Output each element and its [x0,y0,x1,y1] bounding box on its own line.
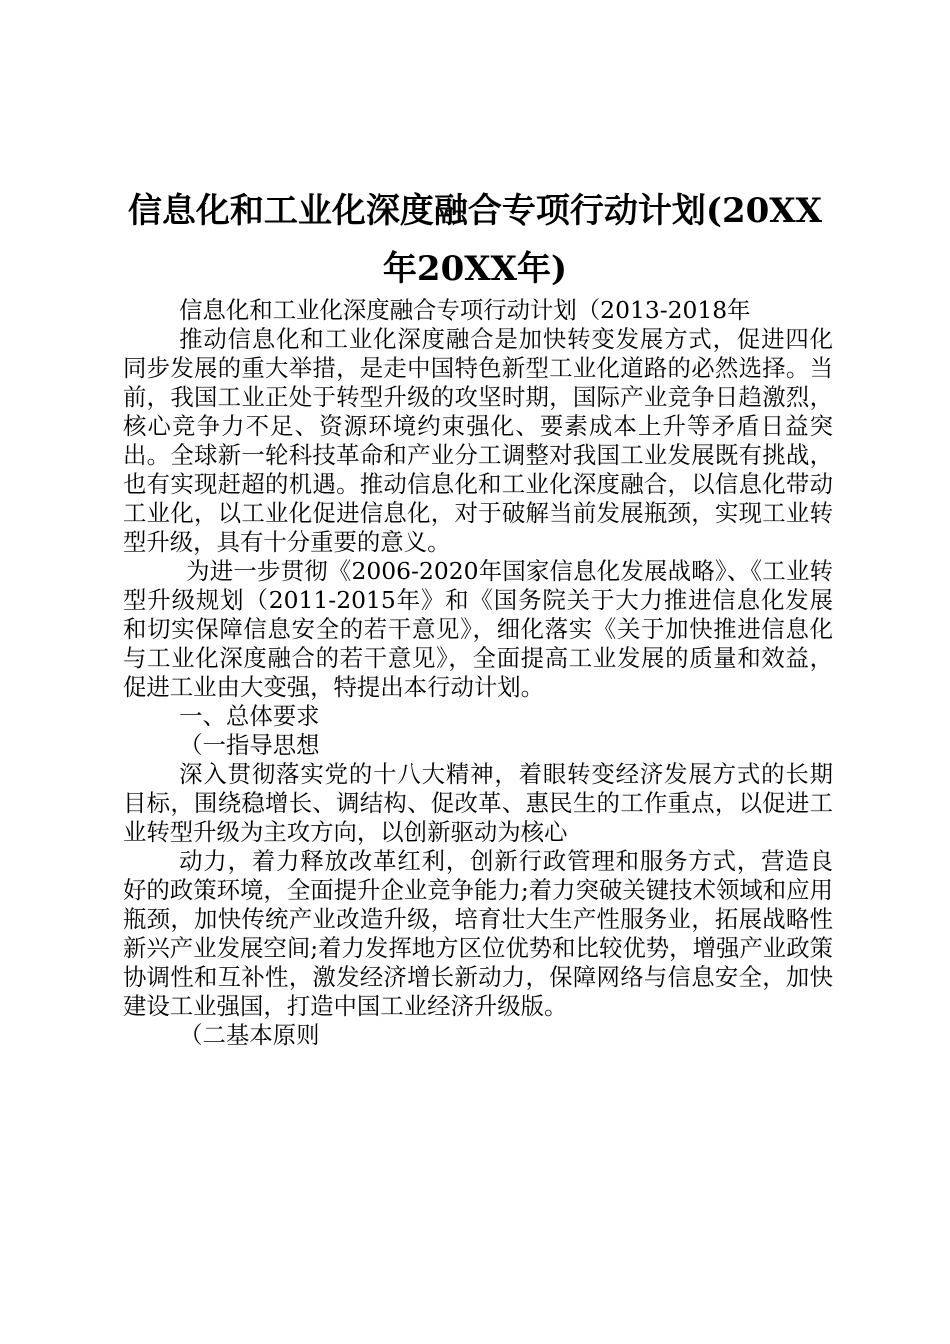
paragraph-subtitle: 信息化和工业化深度融合专项行动计划（2013-2018年 [179,296,751,324]
paragraph-purpose: 为进一步贯彻《2006-2020年国家信息化发展战略》、《工业转型升级规划（2011-2015年》和《国务院关于大力推进信息化发展和切实保障信息安全的若干意见》，细化落实《关于加快推进信息化与工业化深度融合的若干意见》，全面提高工业发展的质量和效益，促进工业由大变强，特提出本行动计划。 [123,557,833,701]
paragraph-guiding-ideology: 深入贯彻落实党的十八大精神，着眼转变经济发展方式的长期目标，围绕稳增长、调结构、促改革、惠民生的工作重点，以促进工业转型升级为主攻方向，以创新驱动为核心 [123,760,833,846]
subsection-heading-guiding-ideology: （一指导思想 [179,731,320,759]
paragraph-intro: 推动信息化和工业化深度融合是加快转变发展方式，促进四化同步发展的重大举措，是走中国特色新型工业化道路的必然选择。当前，我国工业正处于转型升级的攻坚时期，国际产业竞争日趋激烈，核心竞争力不足、资源环境约束强化、要素成本上升等矛盾日益突出。全球新一轮科技革命和产业分工调整对我国工业发展既有挑战，也有实现赶超的机遇。推动信息化和工业化深度融合，以信息化带动工业化，以工业化促进信息化，对于破解当前发展瓶颈，实现工业转型升级，具有十分重要的意义。 [123,325,833,556]
paragraph-guiding-ideology-continued: 动力，着力释放改革红利，创新行政管理和服务方式，营造良好的政策环境，全面提升企业竞争能力;着力突破关键技术领域和应用瓶颈，加快传统产业改造升级，培育壮大生产性服务业，拓展战略性新兴产业发展空间;着力发挥地方区位优势和比较优势，增强产业政策协调性和互补性，激发经济增长新动力，保障网络与信息安全，加快建设工业强国，打造中国工业经济升级版。 [123,847,833,1020]
section-heading-general-requirements: 一、总体要求 [179,702,320,730]
subsection-heading-basic-principles: （二基本原则 [179,1021,320,1049]
document-body [123,296,833,1050]
document-title: 信息化和工业化深度融合专项行动计划(20XX年20XX年) [127,191,823,289]
